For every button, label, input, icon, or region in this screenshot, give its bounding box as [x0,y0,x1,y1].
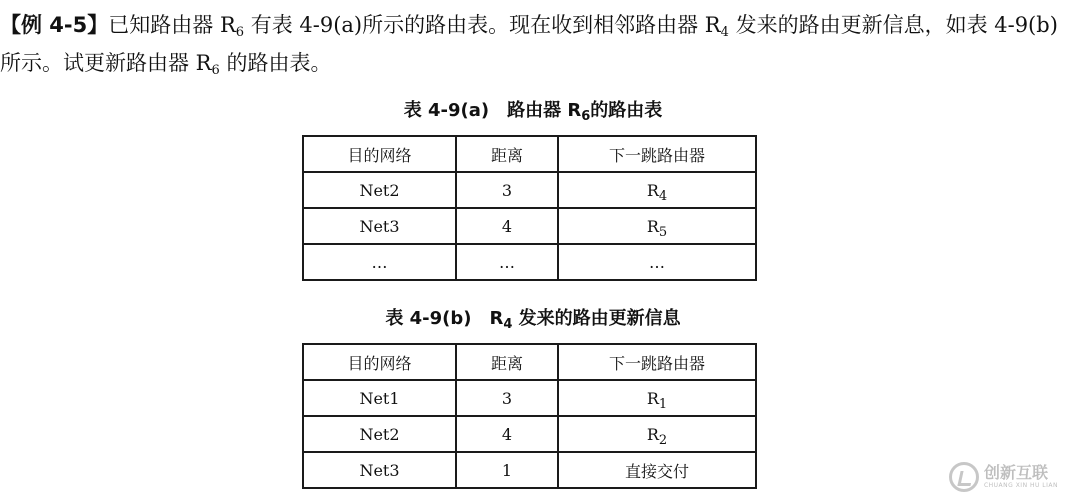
cell-next-hop [558,452,756,488]
next-hop-sub: 4 [658,188,668,204]
table-a-caption-pre: 路由器 R [507,100,582,121]
table-b-caption-number: 表 4-9(b) [385,308,472,329]
next-hop-text: R [646,180,659,200]
watermark-text [984,464,1058,490]
para-text-4: 的路由表。 [219,51,332,75]
cell-next-hop [558,208,756,244]
next-hop-sub: 5 [658,224,668,240]
cell-next-hop [558,244,756,280]
table-row [303,380,756,416]
para-sub-r6-second: 6 [211,63,220,78]
table-a-caption-post: 的路由表 [590,100,663,121]
table-a-caption-number: 表 4-9(a) [403,100,490,121]
next-hop-text: 直接交付 [624,461,689,481]
cell-distance: 1 [456,452,558,488]
routing-table-a [302,135,757,281]
table-b-caption-post: 发来的路由更新信息 [512,308,681,329]
cell-net: … [303,244,456,280]
para-text-2: 有表 4-9(a)所示的路由表。现在收到相邻路由器 R [244,13,721,37]
watermark-main-text: 创新互联 [983,463,1048,482]
cell-distance: 3 [456,380,558,416]
table-b-caption [0,306,1066,332]
para-text-1: 已知路由器 R [108,13,236,37]
next-hop-sub: 2 [658,432,668,448]
header-distance: 距离 [456,344,558,380]
cell-net: Net3 [303,452,456,488]
table-row [303,452,756,488]
watermark [949,462,1058,492]
header-next-hop: 下一跳路由器 [558,344,756,380]
table-row [303,416,756,452]
table-row [303,208,756,244]
table-row [303,244,756,280]
header-next-hop: 下一跳路由器 [558,136,756,172]
routing-table-b [302,343,757,489]
cell-distance: 3 [456,172,558,208]
header-dest-network: 目的网络 [303,136,456,172]
next-hop-text: R [646,388,659,408]
next-hop-text: R [646,424,659,444]
para-sub-r4: 4 [720,25,729,40]
next-hop-text: … [649,252,665,272]
cell-distance: … [456,244,558,280]
para-sub-r6: 6 [235,25,245,40]
para-text-3: 发来的路由更新信息，如表 4-9(b)所示。试更新路由器 R [0,13,1058,75]
table-b-caption-pre: R [489,308,504,329]
cell-next-hop [558,172,756,208]
table-header-row [303,344,756,380]
next-hop-text: R [646,216,659,236]
cell-next-hop [558,380,756,416]
table-row [303,172,756,208]
watermark-sub-text: CHUANG XIN HU LIAN [983,482,1058,489]
example-label: 【例 4-5】 [0,13,109,37]
cell-net: Net1 [303,380,456,416]
header-distance: 距离 [456,136,558,172]
table-a-caption [0,98,1066,124]
watermark-logo-icon [949,462,979,492]
cell-distance: 4 [456,208,558,244]
cell-net: Net3 [303,208,456,244]
cell-distance: 4 [456,416,558,452]
table-a-caption-sub: 6 [581,109,591,124]
cell-net: Net2 [303,172,456,208]
table-b-caption-sub: 4 [503,317,513,332]
table-header-row [303,136,756,172]
header-dest-network: 目的网络 [303,344,456,380]
next-hop-sub: 1 [658,396,668,412]
example-paragraph [0,6,1062,82]
cell-net: Net2 [303,416,456,452]
cell-next-hop [558,416,756,452]
